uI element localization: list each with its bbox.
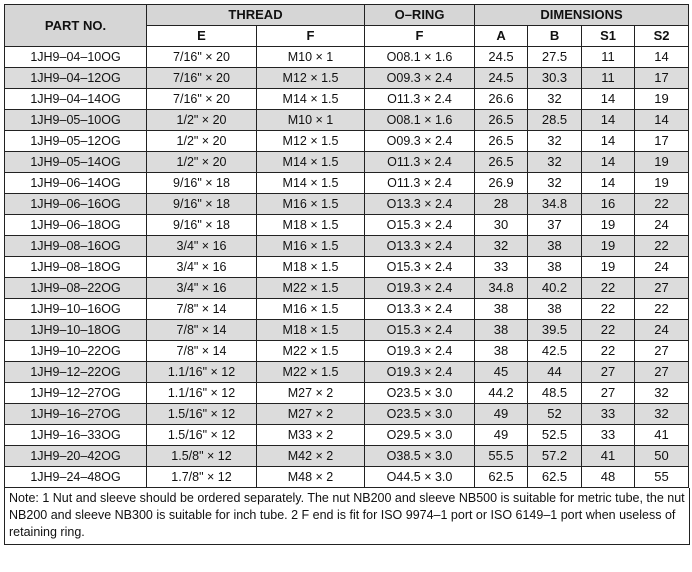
header-thread-e: E bbox=[147, 26, 257, 47]
header-thread-f: F bbox=[257, 26, 365, 47]
dim-a-cell: 24.5 bbox=[475, 68, 528, 89]
table-row bbox=[5, 320, 689, 341]
thread-f-cell: M16 × 1.5 bbox=[257, 299, 365, 320]
table-row bbox=[5, 404, 689, 425]
header-part-no: PART NO. bbox=[5, 5, 147, 47]
table-row bbox=[5, 194, 689, 215]
dim-a-cell: 24.5 bbox=[475, 47, 528, 68]
dim-s1-cell: 11 bbox=[582, 68, 635, 89]
table-row bbox=[5, 236, 689, 257]
part-no-cell: 1JH9–10–22OG bbox=[5, 341, 147, 362]
table-row bbox=[5, 362, 689, 383]
dim-s2-cell: 55 bbox=[635, 467, 689, 488]
table-row bbox=[5, 278, 689, 299]
table-row bbox=[5, 299, 689, 320]
dim-s2-cell: 14 bbox=[635, 110, 689, 131]
part-no-cell: 1JH9–12–27OG bbox=[5, 383, 147, 404]
dim-s1-cell: 27 bbox=[582, 362, 635, 383]
table-row bbox=[5, 215, 689, 236]
thread-e-cell: 7/8" × 14 bbox=[147, 299, 257, 320]
thread-f-cell: M18 × 1.5 bbox=[257, 320, 365, 341]
thread-e-cell: 9/16" × 18 bbox=[147, 194, 257, 215]
dim-a-cell: 34.8 bbox=[475, 278, 528, 299]
thread-f-cell: M10 × 1 bbox=[257, 110, 365, 131]
dim-s1-cell: 33 bbox=[582, 425, 635, 446]
thread-f-cell: M10 × 1 bbox=[257, 47, 365, 68]
dim-s1-cell: 22 bbox=[582, 341, 635, 362]
part-no-cell: 1JH9–16–33OG bbox=[5, 425, 147, 446]
oring-cell: O23.5 × 3.0 bbox=[365, 404, 475, 425]
thread-f-cell: M12 × 1.5 bbox=[257, 68, 365, 89]
thread-f-cell: M18 × 1.5 bbox=[257, 215, 365, 236]
dim-b-cell: 38 bbox=[528, 299, 582, 320]
part-no-cell: 1JH9–24–48OG bbox=[5, 467, 147, 488]
oring-cell: O29.5 × 3.0 bbox=[365, 425, 475, 446]
fitting-dimension-table bbox=[4, 4, 689, 488]
dim-b-cell: 30.3 bbox=[528, 68, 582, 89]
thread-f-cell: M42 × 2 bbox=[257, 446, 365, 467]
table-row bbox=[5, 383, 689, 404]
header-dim-a: A bbox=[475, 26, 528, 47]
oring-cell: O11.3 × 2.4 bbox=[365, 89, 475, 110]
thread-f-cell: M22 × 1.5 bbox=[257, 362, 365, 383]
dim-s2-cell: 19 bbox=[635, 152, 689, 173]
dim-b-cell: 28.5 bbox=[528, 110, 582, 131]
thread-f-cell: M18 × 1.5 bbox=[257, 257, 365, 278]
dim-b-cell: 38 bbox=[528, 257, 582, 278]
thread-e-cell: 1.7/8" × 12 bbox=[147, 467, 257, 488]
thread-e-cell: 7/8" × 14 bbox=[147, 320, 257, 341]
part-no-cell: 1JH9–10–18OG bbox=[5, 320, 147, 341]
dim-a-cell: 26.5 bbox=[475, 110, 528, 131]
dim-s1-cell: 22 bbox=[582, 278, 635, 299]
header-dim-b: B bbox=[528, 26, 582, 47]
thread-f-cell: M16 × 1.5 bbox=[257, 194, 365, 215]
dim-s2-cell: 24 bbox=[635, 215, 689, 236]
oring-cell: O15.3 × 2.4 bbox=[365, 215, 475, 236]
part-no-cell: 1JH9–06–18OG bbox=[5, 215, 147, 236]
oring-cell: O13.3 × 2.4 bbox=[365, 236, 475, 257]
part-no-cell: 1JH9–05–14OG bbox=[5, 152, 147, 173]
dim-s2-cell: 27 bbox=[635, 341, 689, 362]
part-no-cell: 1JH9–08–16OG bbox=[5, 236, 147, 257]
thread-f-cell: M27 × 2 bbox=[257, 404, 365, 425]
thread-f-cell: M22 × 1.5 bbox=[257, 341, 365, 362]
dim-s2-cell: 32 bbox=[635, 383, 689, 404]
table-row bbox=[5, 425, 689, 446]
part-no-cell: 1JH9–08–18OG bbox=[5, 257, 147, 278]
table-row bbox=[5, 173, 689, 194]
dim-b-cell: 34.8 bbox=[528, 194, 582, 215]
oring-cell: O11.3 × 2.4 bbox=[365, 173, 475, 194]
part-no-cell: 1JH9–05–10OG bbox=[5, 110, 147, 131]
header-oring: O–RING bbox=[365, 5, 475, 26]
oring-cell: O09.3 × 2.4 bbox=[365, 68, 475, 89]
table-row bbox=[5, 341, 689, 362]
dim-s2-cell: 41 bbox=[635, 425, 689, 446]
dim-s2-cell: 24 bbox=[635, 257, 689, 278]
dim-s2-cell: 22 bbox=[635, 194, 689, 215]
dim-s2-cell: 32 bbox=[635, 404, 689, 425]
dim-s2-cell: 27 bbox=[635, 362, 689, 383]
header-dimensions: DIMENSIONS bbox=[475, 5, 689, 26]
dim-a-cell: 44.2 bbox=[475, 383, 528, 404]
thread-e-cell: 1.5/8" × 12 bbox=[147, 446, 257, 467]
thread-e-cell: 1.5/16" × 12 bbox=[147, 404, 257, 425]
oring-cell: O44.5 × 3.0 bbox=[365, 467, 475, 488]
dim-s2-cell: 24 bbox=[635, 320, 689, 341]
dim-b-cell: 44 bbox=[528, 362, 582, 383]
dim-s1-cell: 22 bbox=[582, 299, 635, 320]
thread-e-cell: 3/4" × 16 bbox=[147, 257, 257, 278]
dim-a-cell: 49 bbox=[475, 425, 528, 446]
thread-f-cell: M14 × 1.5 bbox=[257, 152, 365, 173]
oring-cell: O09.3 × 2.4 bbox=[365, 131, 475, 152]
part-no-cell: 1JH9–08–22OG bbox=[5, 278, 147, 299]
thread-f-cell: M16 × 1.5 bbox=[257, 236, 365, 257]
thread-f-cell: M33 × 2 bbox=[257, 425, 365, 446]
dim-s1-cell: 41 bbox=[582, 446, 635, 467]
dim-s1-cell: 48 bbox=[582, 467, 635, 488]
dim-b-cell: 32 bbox=[528, 89, 582, 110]
part-no-cell: 1JH9–06–16OG bbox=[5, 194, 147, 215]
dim-s1-cell: 16 bbox=[582, 194, 635, 215]
thread-e-cell: 1/2" × 20 bbox=[147, 131, 257, 152]
header-dim-s1: S1 bbox=[582, 26, 635, 47]
spec-sheet bbox=[4, 4, 688, 545]
thread-f-cell: M27 × 2 bbox=[257, 383, 365, 404]
header-oring-f: F bbox=[365, 26, 475, 47]
thread-e-cell: 1.5/16" × 12 bbox=[147, 425, 257, 446]
dim-s1-cell: 19 bbox=[582, 236, 635, 257]
thread-f-cell: M14 × 1.5 bbox=[257, 173, 365, 194]
dim-b-cell: 38 bbox=[528, 236, 582, 257]
dim-b-cell: 32 bbox=[528, 152, 582, 173]
thread-e-cell: 1/2" × 20 bbox=[147, 152, 257, 173]
dim-s2-cell: 17 bbox=[635, 68, 689, 89]
header-thread: THREAD bbox=[147, 5, 365, 26]
thread-e-cell: 3/4" × 16 bbox=[147, 278, 257, 299]
dim-s2-cell: 22 bbox=[635, 236, 689, 257]
thread-f-cell: M12 × 1.5 bbox=[257, 131, 365, 152]
dim-s2-cell: 19 bbox=[635, 173, 689, 194]
oring-cell: O15.3 × 2.4 bbox=[365, 320, 475, 341]
dim-s1-cell: 19 bbox=[582, 215, 635, 236]
dim-s2-cell: 27 bbox=[635, 278, 689, 299]
dim-b-cell: 52.5 bbox=[528, 425, 582, 446]
table-row bbox=[5, 446, 689, 467]
dim-a-cell: 28 bbox=[475, 194, 528, 215]
dim-b-cell: 57.2 bbox=[528, 446, 582, 467]
dim-s1-cell: 14 bbox=[582, 131, 635, 152]
dim-s2-cell: 14 bbox=[635, 47, 689, 68]
oring-cell: O23.5 × 3.0 bbox=[365, 383, 475, 404]
dim-s1-cell: 27 bbox=[582, 383, 635, 404]
thread-e-cell: 3/4" × 16 bbox=[147, 236, 257, 257]
table-row bbox=[5, 110, 689, 131]
dim-a-cell: 49 bbox=[475, 404, 528, 425]
dim-s2-cell: 22 bbox=[635, 299, 689, 320]
dim-a-cell: 32 bbox=[475, 236, 528, 257]
table-row bbox=[5, 257, 689, 278]
dim-s2-cell: 50 bbox=[635, 446, 689, 467]
table-row bbox=[5, 131, 689, 152]
oring-cell: O11.3 × 2.4 bbox=[365, 152, 475, 173]
dim-a-cell: 38 bbox=[475, 341, 528, 362]
dim-a-cell: 38 bbox=[475, 320, 528, 341]
dim-s1-cell: 22 bbox=[582, 320, 635, 341]
part-no-cell: 1JH9–04–14OG bbox=[5, 89, 147, 110]
part-no-cell: 1JH9–05–12OG bbox=[5, 131, 147, 152]
part-no-cell: 1JH9–04–12OG bbox=[5, 68, 147, 89]
thread-e-cell: 9/16" × 18 bbox=[147, 173, 257, 194]
dim-b-cell: 39.5 bbox=[528, 320, 582, 341]
part-no-cell: 1JH9–10–16OG bbox=[5, 299, 147, 320]
dim-s1-cell: 19 bbox=[582, 257, 635, 278]
thread-e-cell: 7/16" × 20 bbox=[147, 47, 257, 68]
dim-a-cell: 26.5 bbox=[475, 152, 528, 173]
dim-s2-cell: 17 bbox=[635, 131, 689, 152]
dim-a-cell: 30 bbox=[475, 215, 528, 236]
dim-s1-cell: 14 bbox=[582, 89, 635, 110]
thread-e-cell: 1.1/16" × 12 bbox=[147, 362, 257, 383]
dim-b-cell: 32 bbox=[528, 131, 582, 152]
header-dim-s2: S2 bbox=[635, 26, 689, 47]
oring-cell: O13.3 × 2.4 bbox=[365, 299, 475, 320]
part-no-cell: 1JH9–06–14OG bbox=[5, 173, 147, 194]
oring-cell: O38.5 × 3.0 bbox=[365, 446, 475, 467]
table-body bbox=[5, 47, 689, 488]
dim-s1-cell: 14 bbox=[582, 110, 635, 131]
part-no-cell: 1JH9–04–10OG bbox=[5, 47, 147, 68]
oring-cell: O08.1 × 1.6 bbox=[365, 110, 475, 131]
dim-s1-cell: 11 bbox=[582, 47, 635, 68]
dim-a-cell: 45 bbox=[475, 362, 528, 383]
oring-cell: O13.3 × 2.4 bbox=[365, 194, 475, 215]
dim-a-cell: 62.5 bbox=[475, 467, 528, 488]
dim-s1-cell: 14 bbox=[582, 152, 635, 173]
thread-e-cell: 7/16" × 20 bbox=[147, 89, 257, 110]
dim-b-cell: 27.5 bbox=[528, 47, 582, 68]
dim-b-cell: 48.5 bbox=[528, 383, 582, 404]
dim-b-cell: 62.5 bbox=[528, 467, 582, 488]
oring-cell: O15.3 × 2.4 bbox=[365, 257, 475, 278]
table-row bbox=[5, 467, 689, 488]
part-no-cell: 1JH9–16–27OG bbox=[5, 404, 147, 425]
dim-a-cell: 33 bbox=[475, 257, 528, 278]
oring-cell: O19.3 × 2.4 bbox=[365, 341, 475, 362]
dim-b-cell: 37 bbox=[528, 215, 582, 236]
table-row bbox=[5, 152, 689, 173]
thread-f-cell: M22 × 1.5 bbox=[257, 278, 365, 299]
dim-a-cell: 26.5 bbox=[475, 131, 528, 152]
dim-b-cell: 52 bbox=[528, 404, 582, 425]
part-no-cell: 1JH9–12–22OG bbox=[5, 362, 147, 383]
dim-b-cell: 40.2 bbox=[528, 278, 582, 299]
table-row bbox=[5, 89, 689, 110]
dim-b-cell: 42.5 bbox=[528, 341, 582, 362]
oring-cell: O08.1 × 1.6 bbox=[365, 47, 475, 68]
dim-a-cell: 26.6 bbox=[475, 89, 528, 110]
dim-a-cell: 26.9 bbox=[475, 173, 528, 194]
dim-s2-cell: 19 bbox=[635, 89, 689, 110]
thread-f-cell: M48 × 2 bbox=[257, 467, 365, 488]
thread-e-cell: 7/16" × 20 bbox=[147, 68, 257, 89]
thread-e-cell: 7/8" × 14 bbox=[147, 341, 257, 362]
dim-s1-cell: 33 bbox=[582, 404, 635, 425]
thread-f-cell: M14 × 1.5 bbox=[257, 89, 365, 110]
part-no-cell: 1JH9–20–42OG bbox=[5, 446, 147, 467]
oring-cell: O19.3 × 2.4 bbox=[365, 278, 475, 299]
table-row bbox=[5, 47, 689, 68]
thread-e-cell: 1/2" × 20 bbox=[147, 110, 257, 131]
table-row bbox=[5, 68, 689, 89]
footnote: Note: 1 Nut and sleeve should be ordered separately. The nut NB200 and sleeve NB500 is suitable for metric tube, the nut NB200 and sleeve NB300 is suitable for inch tube. 2 F end is fit for ISO 9974–1 port or ISO 6149–1 port when useless of retaining ring. bbox=[4, 488, 690, 545]
oring-cell: O19.3 × 2.4 bbox=[365, 362, 475, 383]
dim-a-cell: 55.5 bbox=[475, 446, 528, 467]
thread-e-cell: 9/16" × 18 bbox=[147, 215, 257, 236]
thread-e-cell: 1.1/16" × 12 bbox=[147, 383, 257, 404]
dim-b-cell: 32 bbox=[528, 173, 582, 194]
dim-a-cell: 38 bbox=[475, 299, 528, 320]
dim-s1-cell: 14 bbox=[582, 173, 635, 194]
